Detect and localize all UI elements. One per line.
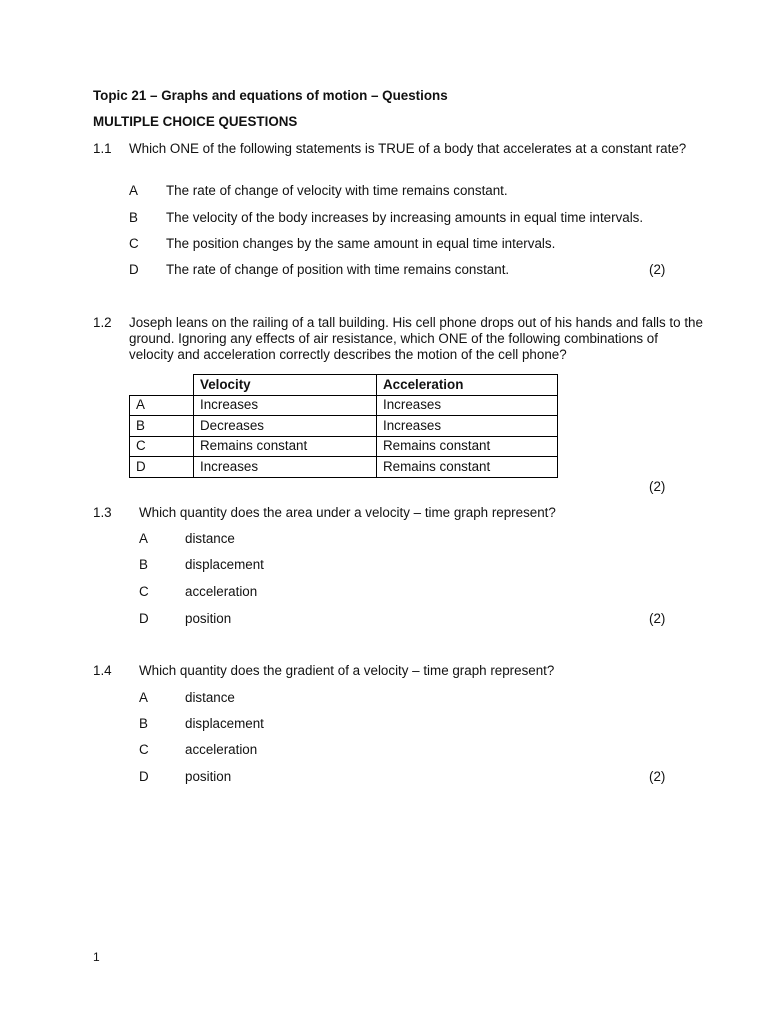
option-text: acceleration (185, 584, 258, 599)
marks-label: (2) (649, 611, 666, 626)
table-header-cell: Acceleration (377, 375, 558, 396)
option-text: displacement (185, 716, 264, 731)
table-row (130, 395, 558, 416)
option-letter: A (139, 531, 148, 546)
table-cell: Remains constant (377, 436, 558, 457)
option-letter: A (139, 690, 148, 705)
option-text: The velocity of the body increases by increasing amounts in equal time intervals. (166, 210, 644, 225)
option-letter: B (139, 716, 148, 731)
marks-label: (2) (649, 769, 666, 784)
question-text: Which ONE of the following statements is TRUE of a body that accelerates at a constant rate? (129, 141, 687, 156)
option-letter: C (129, 236, 139, 251)
option-text: position (185, 611, 232, 626)
table-cell: D (130, 457, 194, 478)
option-text: The rate of change of velocity with time remains constant. (166, 183, 508, 198)
option-text: displacement (185, 557, 264, 572)
table-cell: C (130, 436, 194, 457)
table-cell: Increases (377, 416, 558, 437)
option-letter: B (139, 557, 148, 572)
table-header-cell (130, 375, 194, 396)
option-text: distance (185, 690, 235, 705)
option-letter: D (139, 611, 149, 626)
option-letter: C (139, 742, 149, 757)
question-text: Joseph leans on the railing of a tall building. His cell phone drops out of his hands and falls to the ground. Ignoring any effects of air resistance, which ONE of the following combinations of velocity and acceleration correctly describes the motion of the cell phone? (129, 315, 703, 362)
table-row (130, 416, 558, 437)
page-number: 1 (93, 950, 100, 964)
option-text: The position changes by the same amount in equal time intervals. (166, 236, 556, 251)
table-cell: Remains constant (194, 436, 377, 457)
question-number: 1.3 (93, 505, 112, 520)
option-letter: D (129, 262, 139, 277)
table-cell: Decreases (194, 416, 377, 437)
table-cell: B (130, 416, 194, 437)
option-text: The rate of change of position with time remains constant. (166, 262, 510, 277)
table-cell: Remains constant (377, 457, 558, 478)
answer-table (129, 374, 558, 478)
table-header-cell: Velocity (194, 375, 377, 396)
question-text: Which quantity does the area under a velocity – time graph represent? (139, 505, 556, 520)
option-letter: B (129, 210, 138, 225)
question-number: 1.1 (93, 141, 112, 156)
table-header-row (130, 375, 558, 396)
table-row (130, 436, 558, 457)
option-letter: D (139, 769, 149, 784)
table-cell: Increases (194, 457, 377, 478)
question-text: Which quantity does the gradient of a velocity – time graph represent? (139, 663, 555, 678)
table-cell: A (130, 395, 194, 416)
option-letter: C (139, 584, 149, 599)
table-cell: Increases (194, 395, 377, 416)
marks-label: (2) (649, 479, 666, 494)
option-text: acceleration (185, 742, 258, 757)
topic-title: Topic 21 – Graphs and equations of motion – Questions (93, 88, 448, 103)
option-letter: A (129, 183, 138, 198)
table-row (130, 457, 558, 478)
option-text: distance (185, 531, 235, 546)
question-number: 1.2 (93, 315, 112, 330)
option-text: position (185, 769, 232, 784)
marks-label: (2) (649, 262, 666, 277)
table-cell: Increases (377, 395, 558, 416)
question-number: 1.4 (93, 663, 112, 678)
section-title: MULTIPLE CHOICE QUESTIONS (93, 114, 298, 129)
